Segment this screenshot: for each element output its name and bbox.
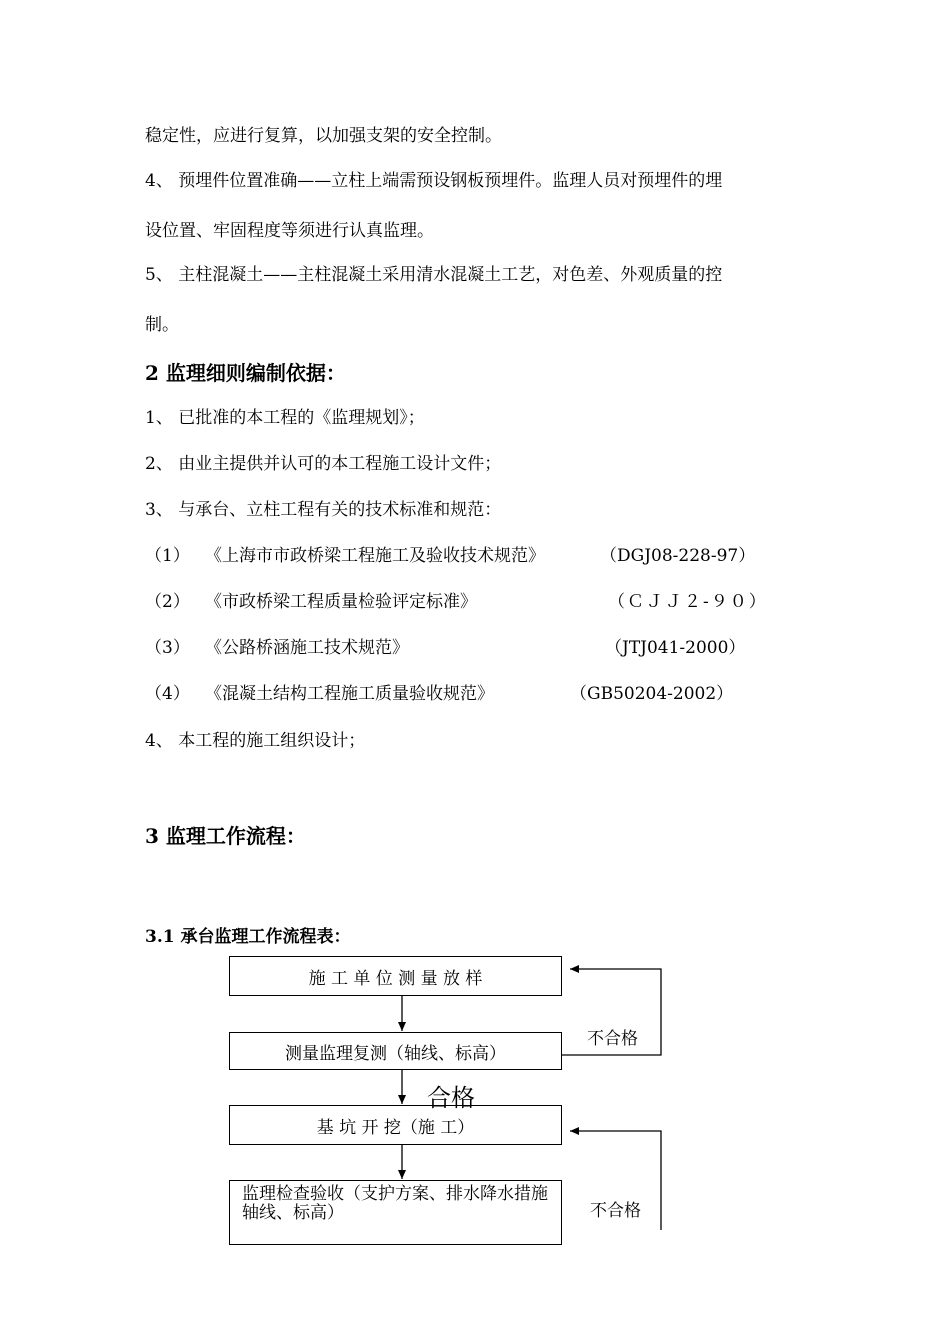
flow-box-excavation: [229, 1105, 562, 1145]
pass-label: 合格: [427, 1084, 475, 1112]
flow-box-inspection-text: 监理检查验收（支护方案、排水降水措施轴线、标高）: [242, 1184, 548, 1223]
standard-2-index: （2）: [145, 592, 190, 612]
standard-3-name: 《公路桥涵施工技术规范》: [205, 638, 409, 658]
intro-item-5-line-a: 5、 主柱混凝土——主柱混凝土采用清水混凝土工艺，对色差、外观质量的控: [145, 265, 723, 285]
intro-item-5-line-b: 制。: [145, 315, 179, 335]
standard-1-index: （1）: [145, 546, 190, 566]
flow-box-survey-recheck-text: 测量监理复测（轴线、标高）: [285, 1044, 506, 1064]
standard-1-code: （DGJ08-228-97）: [600, 546, 756, 566]
fail-label-1: 不合格: [587, 1029, 638, 1049]
basis-item-1: 1、 已批准的本工程的《监理规划》；: [145, 408, 425, 428]
standard-3-index: （3）: [145, 638, 190, 658]
intro-item-4-line-b: 设位置、牢固程度等须进行认真监理。: [145, 221, 434, 241]
flow-box-excavation-text: 基 坑 开 挖（施 工）: [316, 1118, 475, 1138]
section-2-title: 2 监理细则编制依据：: [145, 361, 346, 385]
fail-label-2: 不合格: [590, 1201, 641, 1221]
section-3-title: 3 监理工作流程：: [145, 824, 306, 848]
standard-4-name: 《混凝土结构工程施工质量验收规范》: [205, 684, 494, 704]
basis-item-4: 4、 本工程的施工组织设计；: [145, 731, 366, 751]
basis-item-3: 3、 与承台、立柱工程有关的技术标准和规范：: [145, 500, 502, 520]
standard-2-code: （ＣＪＪ２-９０）: [608, 592, 768, 612]
flow-box-inspection: [229, 1180, 562, 1245]
flow-box-survey-recheck: [229, 1032, 562, 1070]
standard-4-index: （4）: [145, 684, 190, 704]
basis-item-2: 2、 由业主提供并认可的本工程施工设计文件；: [145, 454, 502, 474]
section-3-1-title: 3.1 承台监理工作流程表：: [145, 927, 351, 947]
standard-2-name: 《市政桥梁工程质量检验评定标准》: [205, 592, 477, 612]
standard-3-code: （JTJ041-2000）: [605, 638, 746, 658]
flow-box-survey-layout: [229, 956, 562, 996]
standard-4-code: （GB50204-2002）: [570, 684, 734, 704]
intro-line-1: 稳定性，应进行复算，以加强支架的安全控制。: [145, 126, 502, 146]
standard-1-name: 《上海市市政桥梁工程施工及验收技术规范》: [205, 546, 545, 566]
flow-box-survey-layout-text: 施 工 单 位 测 量 放 样: [308, 969, 483, 989]
intro-item-4-line-a: 4、 预埋件位置准确——立柱上端需预设钢板预埋件。监理人员对预埋件的埋: [145, 171, 723, 191]
